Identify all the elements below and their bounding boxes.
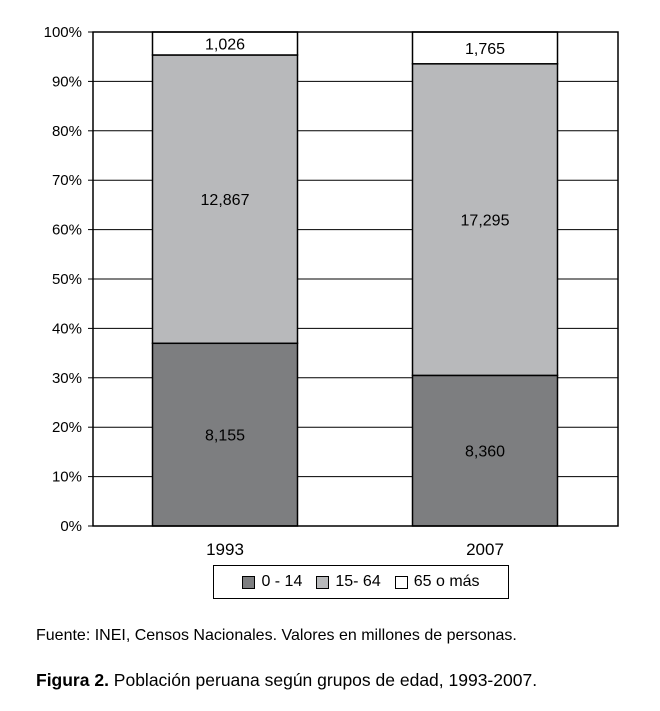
legend-item-15-64 — [316, 573, 380, 591]
data-label: 8,360 — [464, 443, 506, 461]
data-label: 8,155 — [204, 427, 246, 445]
y-tick-label: 0% — [60, 518, 82, 535]
legend-item-0-14 — [242, 573, 302, 591]
y-tick-label: 20% — [51, 419, 82, 437]
y-tick-label: 100% — [43, 24, 82, 41]
legend-label-65-mas: 65 o más — [413, 573, 480, 590]
y-tick-label: 70% — [51, 172, 82, 190]
data-label: 12,867 — [200, 192, 250, 210]
data-label: 17,295 — [460, 212, 510, 230]
y-tick-label: 50% — [51, 271, 82, 288]
legend-swatch-65-mas — [395, 576, 408, 589]
x-tick-label: 1993 — [206, 540, 244, 559]
y-tick-label: 10% — [51, 468, 82, 486]
figure-caption-label: Figura 2. — [36, 670, 109, 690]
data-label: 1,026 — [204, 36, 246, 54]
figure-caption — [36, 670, 537, 691]
legend-swatch-15-64 — [316, 576, 329, 589]
chart-legend — [213, 565, 509, 599]
y-tick-label: 40% — [51, 320, 82, 338]
legend-item-65-mas — [395, 573, 480, 591]
legend-swatch-0-14 — [242, 576, 255, 589]
data-label: 1,765 — [464, 40, 506, 58]
source-note: Fuente: INEI, Censos Nacionales. Valores en millones de personas. — [36, 627, 517, 644]
y-tick-label: 30% — [51, 369, 82, 387]
y-tick-label: 60% — [51, 221, 82, 239]
y-tick-label: 90% — [51, 73, 82, 91]
legend-label-0-14: 0 - 14 — [261, 573, 303, 590]
x-tick-label: 2007 — [466, 540, 504, 559]
figure-caption-text: Población peruana según grupos de edad, 1993-2007. — [108, 670, 538, 690]
legend-label-15-64: 15- 64 — [335, 573, 381, 590]
y-tick-label: 80% — [51, 122, 82, 140]
